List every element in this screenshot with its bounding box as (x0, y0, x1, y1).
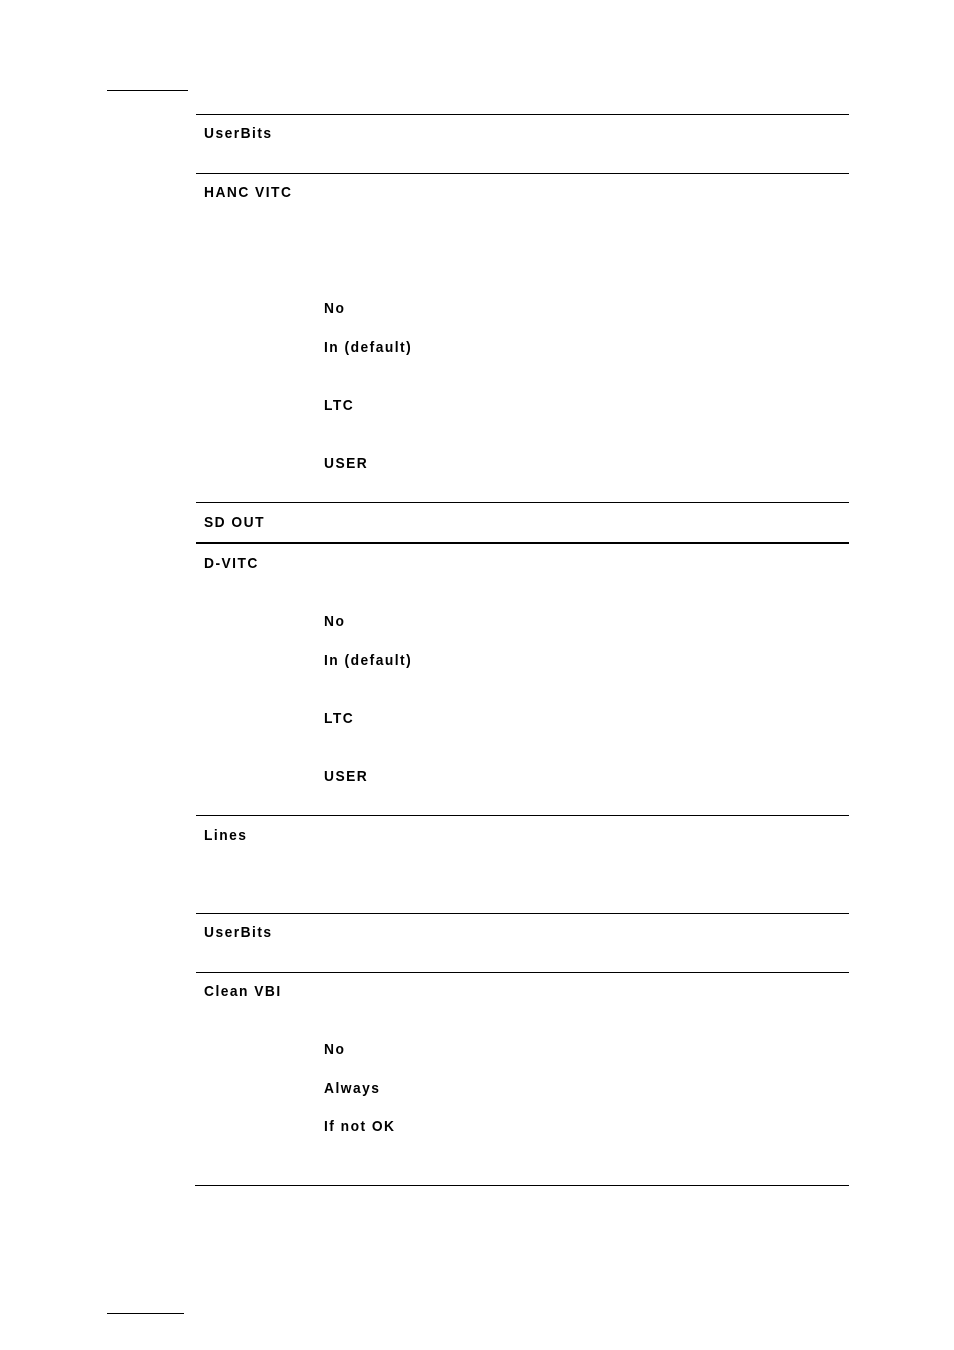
row-label-clean-vbi: Clean VBI (204, 983, 282, 1000)
table-top-rule (196, 114, 849, 115)
row-label-lines: Lines (204, 827, 248, 844)
option-in-default: In (default) (324, 339, 413, 356)
option-ltc: LTC (324, 397, 355, 414)
option-ltc: LTC (324, 710, 355, 727)
row-label-d-vitc: D-VITC (204, 555, 259, 572)
option-always: Always (324, 1080, 381, 1097)
row-divider (196, 173, 849, 174)
option-user: USER (324, 455, 369, 472)
option-if-not-ok: If not OK (324, 1118, 396, 1135)
header-rule (107, 90, 188, 91)
row-label-hanc-vitc: HANC VITC (204, 184, 293, 201)
option-no: No (324, 613, 346, 630)
row-divider (196, 972, 849, 973)
footer-rule (107, 1313, 184, 1314)
option-user: USER (324, 768, 369, 785)
section-divider (196, 542, 849, 544)
option-in-default: In (default) (324, 652, 413, 669)
option-no: No (324, 300, 346, 317)
section-label-sd-out: SD OUT (204, 514, 265, 531)
option-no: No (324, 1041, 346, 1058)
table-bottom-rule (195, 1185, 849, 1186)
row-divider (196, 913, 849, 914)
row-label-userbits: UserBits (204, 125, 273, 142)
row-divider (196, 502, 849, 503)
row-label-userbits: UserBits (204, 924, 273, 941)
row-divider (196, 815, 849, 816)
